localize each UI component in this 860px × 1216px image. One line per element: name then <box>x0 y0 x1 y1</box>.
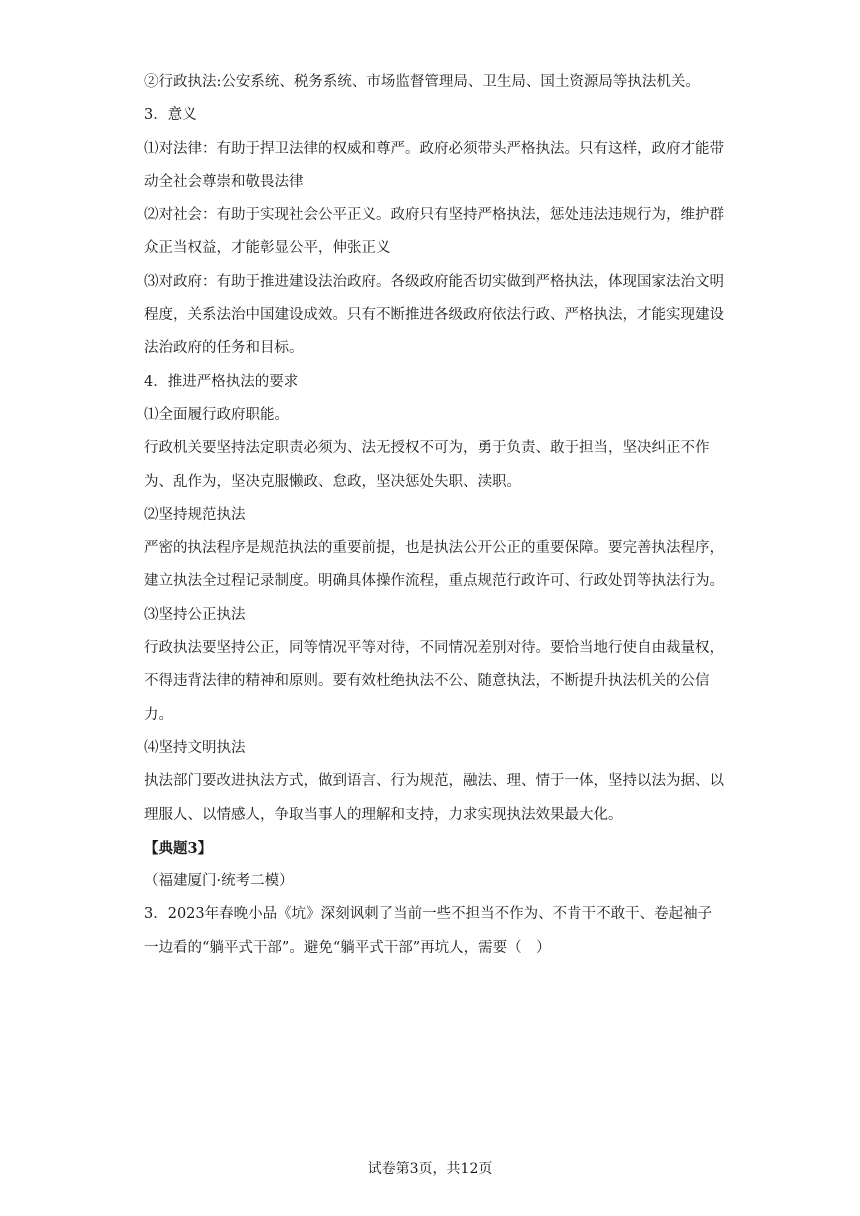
paragraph-civilized-enforcement: 执法部门要改进执法方式，做到语言、行为规范，融法、理、情于一体，坚持以法为据、以理服人、以情感人，争取当事人的理解和支持，力求实现执法效果最大化。 <box>144 773 724 823</box>
paragraph-fair-enforcement: 行政执法要坚持公正，同等情况平等对待，不同情况差别对待。要恰当地行使自由裁量权，不得违背法律的精神和原则。要有效杜绝执法不公、随意执法，不断提升执法机关的公信力。 <box>144 640 724 723</box>
subheading-perform-functions: ⑴全面履行政府职能。 <box>144 406 289 423</box>
heading-significance: 3．意义 <box>144 107 197 124</box>
heading-requirements: 4．推进严格执法的要求 <box>144 373 299 390</box>
paragraph-perform-functions: 行政机关要坚持法定职责必须为、法无授权不可为，勇于负责、敢于担当，坚决纠正不作为、乱作为，坚决克服懒政、怠政，坚决惩处失职、渎职。 <box>144 440 710 490</box>
subheading-standardized-enforcement: ⑵坚持规范执法 <box>144 506 246 523</box>
example-question-label: 【典题3】 <box>144 839 213 857</box>
paragraph-standardized-enforcement: 严密的执法程序是规范执法的重要前提，也是执法公开公正的重要保障。要完善执法程序，建立执法全过程记录制度。明确具体操作流程，重点规范行政许可、行政处罚等执法行为。 <box>144 540 724 590</box>
question-stem: 3．2023年春晚小品《坑》深刻讽刺了当前一些不担当不作为、不肯干不敢干、卷起袖子一边看的“躺平式干部”。避免“躺平式干部”再坑人，需要（ ） <box>144 906 713 956</box>
question-source: （福建厦门·统考二模） <box>144 873 294 890</box>
paragraph-for-society: ⑵对社会：有助于实现社会公平正义。政府只有坚持严格执法，惩处违法违规行为，维护群众正当权益，才能彰显公平，伸张正义 <box>144 207 724 257</box>
paragraph-for-law: ⑴对法律：有助于捍卫法律的权威和尊严。政府必须带头严格执法。只有这样，政府才能带动全社会尊崇和敬畏法律 <box>144 140 724 190</box>
paragraph-for-government: ⑶对政府：有助于推进建设法治政府。各级政府能否切实做到严格执法，体现国家法治文明程度，关系法治中国建设成效。只有不断推进各级政府依法行政、严格执法，才能实现建设法治政府的任务和目标。 <box>144 273 724 357</box>
page-footer: 试卷第3页，共12页 <box>367 1161 493 1177</box>
paragraph-administrative-enforcement: ②行政执法:公安系统、税务系统、市场监督管理局、卫生局、国土资源局等执法机关。 <box>144 74 700 90</box>
subheading-civilized-enforcement: ⑷坚持文明执法 <box>144 739 246 756</box>
subheading-fair-enforcement: ⑶坚持公正执法 <box>144 606 246 623</box>
document-body <box>144 66 724 965</box>
